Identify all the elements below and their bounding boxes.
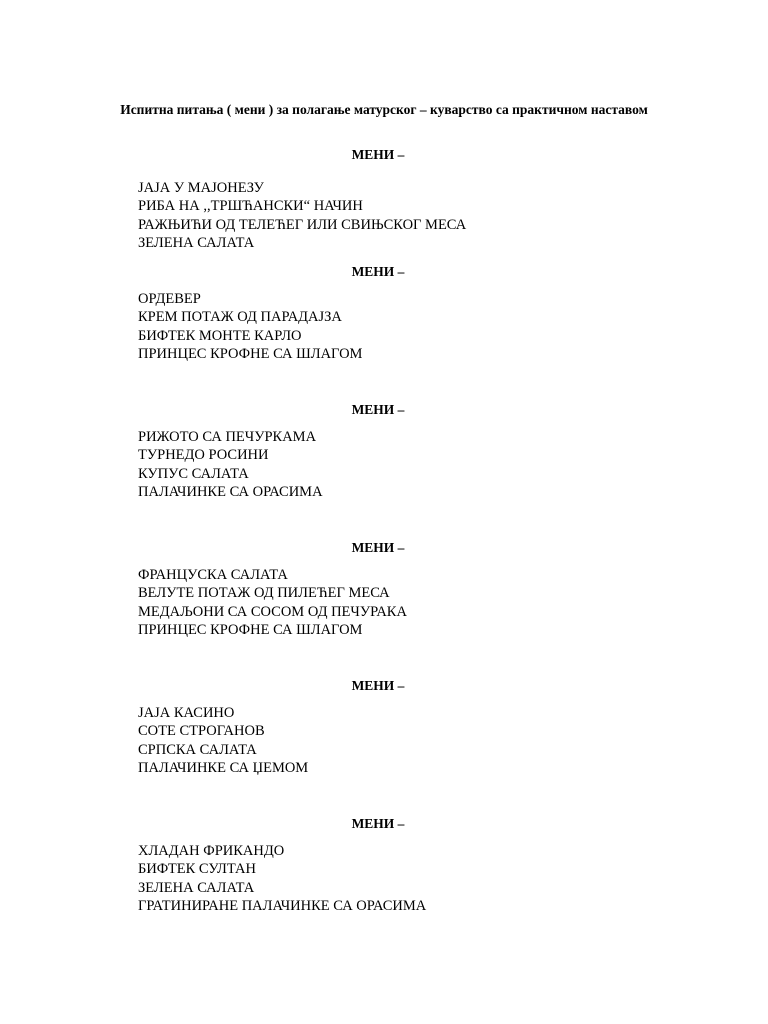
document-title: Испитна питања ( мени ) за полагање матурског – куварство са практичном наставом [120, 102, 648, 117]
menu-item: ПРИНЦЕС КРОФНЕ СА ШЛАГОМ [138, 621, 363, 638]
menu-item: ФРАНЦУСКА САЛАТА [138, 567, 288, 583]
menu-section-6 [0, 815, 768, 914]
menu-item-list [138, 428, 323, 501]
menu-item: БИФТЕК СУЛТАН [138, 861, 256, 878]
menu-item-list [138, 566, 407, 639]
menu-item: ХЛАДАН ФРИКАНДО [138, 843, 285, 859]
menu-item: СОТЕ СТРОГАНОВ [138, 723, 265, 740]
menu-heading: МЕНИ – [351, 540, 405, 555]
menu-item: ПАЛАЧИНКЕ СА ОРАСИМА [138, 483, 323, 500]
menu-item: КУПУС САЛАТА [138, 465, 249, 482]
menu-item: КРЕМ ПОТАЖ ОД ПАРАДАЈЗА [138, 309, 342, 326]
menu-heading: МЕНИ – [351, 147, 405, 162]
menu-item: ВЕЛУТЕ ПОТАЖ ОД ПИЛЕЋЕГ МЕСА [138, 585, 390, 602]
menu-section-1 [0, 146, 768, 251]
menu-item-list [138, 179, 466, 252]
menu-item: СРПСКА САЛАТА [138, 741, 257, 758]
menu-item: ПРИНЦЕС КРОФНЕ СА ШЛАГОМ [138, 345, 363, 362]
menu-item: ЈАЈА У МАЈОНЕЗУ [138, 180, 264, 196]
menu-item: ЈАЈА КАСИНО [138, 705, 235, 721]
menu-item: ЗЕЛЕНА САЛАТА [138, 234, 255, 251]
menu-item-list [138, 704, 308, 777]
menu-item-list [138, 290, 362, 363]
menu-heading: МЕНИ – [351, 264, 405, 279]
menu-item-list [138, 842, 426, 915]
menu-item: ТУРНЕДО РОСИНИ [138, 447, 269, 464]
menu-section-4 [0, 539, 768, 638]
menu-heading: МЕНИ – [351, 402, 405, 417]
menu-item: РАЖЊИЋИ ОД ТЕЛЕЋЕГ ИЛИ СВИЊСКОГ МЕСА [138, 216, 467, 233]
menu-item: ГРАТИНИРАНЕ ПАЛАЧИНКЕ СА ОРАСИМА [138, 897, 427, 914]
menu-item: БИФТЕК МОНТЕ КАРЛО [138, 327, 302, 344]
menu-item: ЗЕЛЕНА САЛАТА [138, 879, 255, 896]
menu-item: МЕДАЉОНИ СА СОСОМ ОД ПЕЧУРАКА [138, 603, 407, 620]
menu-item: ОРДЕВЕР [138, 291, 201, 307]
menu-item: РИБА НА ,,ТРШЋАНСКИ“ НАЧИН [138, 198, 363, 215]
menu-heading: МЕНИ – [351, 816, 405, 831]
menu-item: РИЖОТО СА ПЕЧУРКАМА [138, 429, 317, 445]
menu-section-5 [0, 677, 768, 776]
menu-heading: МЕНИ – [351, 678, 405, 693]
menu-item: ПАЛАЧИНКЕ СА ЏЕМОМ [138, 759, 309, 776]
menu-section-2 [0, 263, 768, 362]
menu-section-3 [0, 401, 768, 500]
